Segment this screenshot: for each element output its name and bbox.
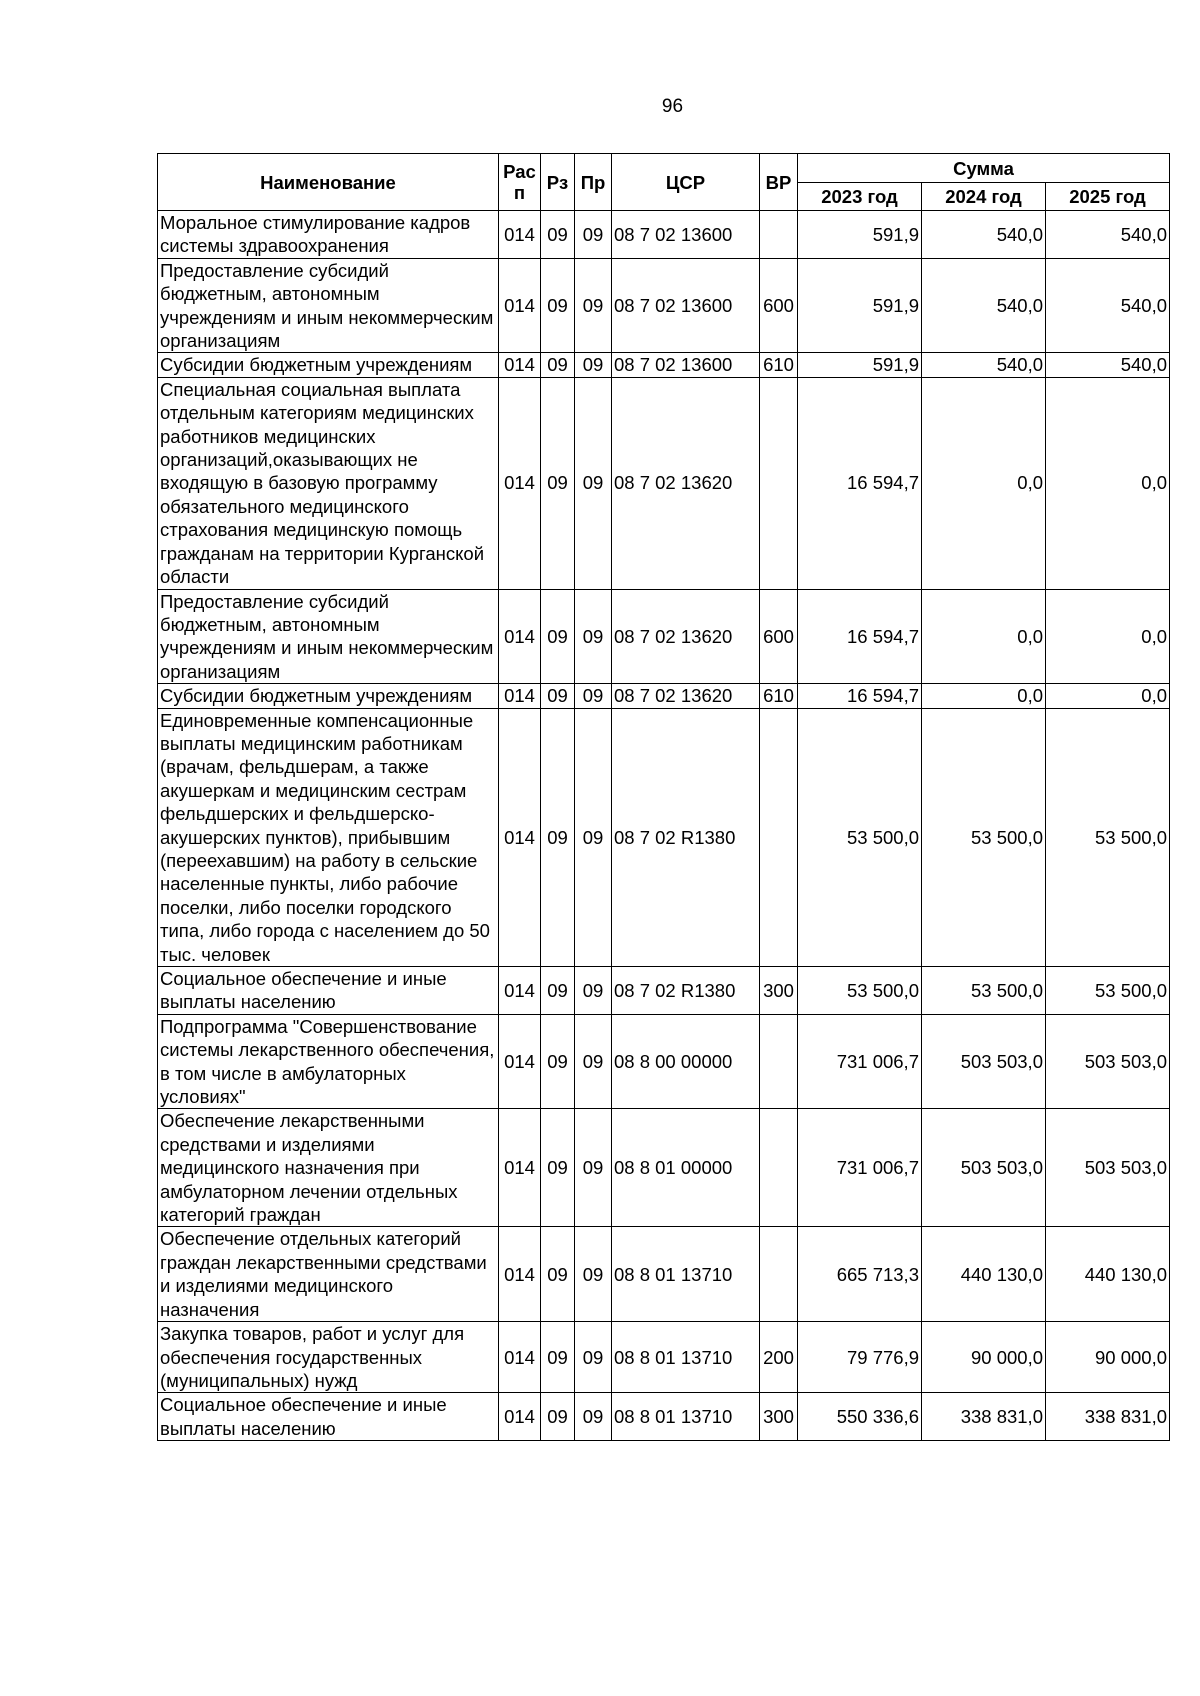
row-amount-2024: 90 000,0 xyxy=(922,1322,1046,1393)
row-amount-2025: 440 130,0 xyxy=(1046,1227,1170,1322)
row-vr: 300 xyxy=(760,967,798,1015)
row-amount-2024: 540,0 xyxy=(922,353,1046,377)
row-pr: 09 xyxy=(575,1227,612,1322)
row-csr: 08 8 01 13710 xyxy=(612,1322,760,1393)
row-csr: 08 7 02 13600 xyxy=(612,353,760,377)
row-pr: 09 xyxy=(575,258,612,353)
row-name: Социальное обеспечение и иные выплаты населению xyxy=(158,1393,499,1441)
table-row xyxy=(158,1393,1170,1441)
table-row xyxy=(158,1109,1170,1227)
row-name: Субсидии бюджетным учреждениям xyxy=(158,353,499,377)
row-vr: 300 xyxy=(760,1393,798,1441)
table-row xyxy=(158,258,1170,353)
row-csr: 08 7 02 13620 xyxy=(612,684,760,708)
table-row xyxy=(158,708,1170,966)
row-rz: 09 xyxy=(541,211,575,259)
row-rz: 09 xyxy=(541,708,575,966)
row-name: Специальная социальная выплата отдельным категориям медицинских работников медицинских организаций,оказывающих не входящую в базовую программу обязательного медицинского страхования медицинскую помощь гражданам на территории Курганской области xyxy=(158,377,499,589)
row-rz: 09 xyxy=(541,684,575,708)
row-csr: 08 7 02 R1380 xyxy=(612,967,760,1015)
row-rz: 09 xyxy=(541,1322,575,1393)
row-name: Моральное стимулирование кадров системы здравоохранения xyxy=(158,211,499,259)
header-name: Наименование xyxy=(158,154,499,211)
row-amount-2024: 0,0 xyxy=(922,684,1046,708)
row-amount-2025: 90 000,0 xyxy=(1046,1322,1170,1393)
table-row xyxy=(158,377,1170,589)
row-rasp: 014 xyxy=(499,967,541,1015)
row-pr: 09 xyxy=(575,1109,612,1227)
row-rasp: 014 xyxy=(499,1227,541,1322)
row-amount-2023: 53 500,0 xyxy=(798,708,922,966)
row-rz: 09 xyxy=(541,353,575,377)
table-row xyxy=(158,211,1170,259)
row-rz: 09 xyxy=(541,1227,575,1322)
row-rasp: 014 xyxy=(499,1109,541,1227)
row-amount-2025: 540,0 xyxy=(1046,211,1170,259)
row-rz: 09 xyxy=(541,258,575,353)
header-rz: Рз xyxy=(541,154,575,211)
header-csr: ЦСР xyxy=(612,154,760,211)
table-row xyxy=(158,967,1170,1015)
row-amount-2024: 338 831,0 xyxy=(922,1393,1046,1441)
row-csr: 08 8 01 13710 xyxy=(612,1227,760,1322)
row-pr: 09 xyxy=(575,377,612,589)
row-name: Субсидии бюджетным учреждениям xyxy=(158,684,499,708)
row-amount-2024: 0,0 xyxy=(922,377,1046,589)
row-amount-2023: 79 776,9 xyxy=(798,1322,922,1393)
header-row xyxy=(158,154,1170,183)
row-amount-2023: 16 594,7 xyxy=(798,589,922,684)
row-csr: 08 8 01 13710 xyxy=(612,1393,760,1441)
row-name: Единовременные компенсационные выплаты медицинским работникам (врачам, фельдшерам, а также акушеркам и медицинским сестрам фельдшерских и фельдшерско-акушерских пунктов), прибывшим (переехавшим) на работу в сельские населенные пункты, либо рабочие поселки, либо поселки городского типа, либо города с населением до 50 тыс. человек xyxy=(158,708,499,966)
row-amount-2023: 591,9 xyxy=(798,258,922,353)
header-year-2024: 2024 год xyxy=(922,183,1046,211)
header-rasp: Рас п xyxy=(499,154,541,211)
row-rasp: 014 xyxy=(499,1014,541,1109)
row-vr xyxy=(760,1109,798,1227)
header-year-2023: 2023 год xyxy=(798,183,922,211)
table-row xyxy=(158,1014,1170,1109)
row-rasp: 014 xyxy=(499,1393,541,1441)
table-row xyxy=(158,684,1170,708)
row-amount-2024: 53 500,0 xyxy=(922,708,1046,966)
row-rz: 09 xyxy=(541,1393,575,1441)
row-csr: 08 7 02 13600 xyxy=(612,211,760,259)
row-amount-2024: 503 503,0 xyxy=(922,1014,1046,1109)
row-rasp: 014 xyxy=(499,258,541,353)
row-vr xyxy=(760,1014,798,1109)
row-pr: 09 xyxy=(575,684,612,708)
row-pr: 09 xyxy=(575,589,612,684)
row-rz: 09 xyxy=(541,1109,575,1227)
row-amount-2025: 540,0 xyxy=(1046,353,1170,377)
row-amount-2023: 731 006,7 xyxy=(798,1109,922,1227)
header-year-2025: 2025 год xyxy=(1046,183,1170,211)
row-rasp: 014 xyxy=(499,708,541,966)
row-csr: 08 8 01 00000 xyxy=(612,1109,760,1227)
row-amount-2025: 53 500,0 xyxy=(1046,708,1170,966)
row-pr: 09 xyxy=(575,1014,612,1109)
row-amount-2023: 591,9 xyxy=(798,353,922,377)
row-rasp: 014 xyxy=(499,211,541,259)
row-amount-2023: 550 336,6 xyxy=(798,1393,922,1441)
row-rz: 09 xyxy=(541,589,575,684)
row-amount-2025: 0,0 xyxy=(1046,589,1170,684)
row-amount-2025: 338 831,0 xyxy=(1046,1393,1170,1441)
row-name: Предоставление субсидий бюджетным, автономным учреждениям и иным некоммерческим организациям xyxy=(158,589,499,684)
header-pr: Пр xyxy=(575,154,612,211)
row-amount-2024: 540,0 xyxy=(922,211,1046,259)
row-csr: 08 8 00 00000 xyxy=(612,1014,760,1109)
row-csr: 08 7 02 13620 xyxy=(612,377,760,589)
row-name: Предоставление субсидий бюджетным, автономным учреждениям и иным некоммерческим организациям xyxy=(158,258,499,353)
row-amount-2024: 0,0 xyxy=(922,589,1046,684)
row-amount-2023: 53 500,0 xyxy=(798,967,922,1015)
row-amount-2025: 0,0 xyxy=(1046,684,1170,708)
row-amount-2024: 540,0 xyxy=(922,258,1046,353)
row-name: Обеспечение лекарственными средствами и изделиями медицинского назначения при амбулаторном лечении отдельных категорий граждан xyxy=(158,1109,499,1227)
row-name: Социальное обеспечение и иные выплаты населению xyxy=(158,967,499,1015)
row-vr: 200 xyxy=(760,1322,798,1393)
row-vr: 610 xyxy=(760,353,798,377)
row-vr: 600 xyxy=(760,258,798,353)
row-amount-2025: 540,0 xyxy=(1046,258,1170,353)
row-amount-2023: 16 594,7 xyxy=(798,377,922,589)
row-amount-2023: 591,9 xyxy=(798,211,922,259)
table-body xyxy=(158,211,1170,1441)
row-vr xyxy=(760,377,798,589)
row-rz: 09 xyxy=(541,967,575,1015)
row-amount-2024: 53 500,0 xyxy=(922,967,1046,1015)
table-row xyxy=(158,1322,1170,1393)
row-rasp: 014 xyxy=(499,353,541,377)
row-amount-2024: 440 130,0 xyxy=(922,1227,1046,1322)
row-name: Подпрограмма "Совершенствование системы лекарственного обеспечения, в том числе в амбулаторных условиях" xyxy=(158,1014,499,1109)
row-vr: 600 xyxy=(760,589,798,684)
row-amount-2023: 16 594,7 xyxy=(798,684,922,708)
row-pr: 09 xyxy=(575,1393,612,1441)
row-pr: 09 xyxy=(575,708,612,966)
row-pr: 09 xyxy=(575,1322,612,1393)
row-rasp: 014 xyxy=(499,589,541,684)
row-amount-2025: 503 503,0 xyxy=(1046,1109,1170,1227)
row-rasp: 014 xyxy=(499,1322,541,1393)
row-pr: 09 xyxy=(575,211,612,259)
row-amount-2025: 0,0 xyxy=(1046,377,1170,589)
row-amount-2023: 665 713,3 xyxy=(798,1227,922,1322)
table-row xyxy=(158,1227,1170,1322)
row-rasp: 014 xyxy=(499,684,541,708)
row-csr: 08 7 02 13600 xyxy=(612,258,760,353)
row-vr xyxy=(760,211,798,259)
row-rz: 09 xyxy=(541,377,575,589)
row-rz: 09 xyxy=(541,1014,575,1109)
row-rasp: 014 xyxy=(499,377,541,589)
header-sum: Сумма xyxy=(798,154,1170,183)
page-number: 96 xyxy=(661,96,684,117)
row-name: Обеспечение отдельных категорий граждан лекарственными средствами и изделиями медицинского назначения xyxy=(158,1227,499,1322)
row-csr: 08 7 02 R1380 xyxy=(612,708,760,966)
row-vr xyxy=(760,708,798,966)
row-pr: 09 xyxy=(575,353,612,377)
row-name: Закупка товаров, работ и услуг для обеспечения государственных (муниципальных) нужд xyxy=(158,1322,499,1393)
row-pr: 09 xyxy=(575,967,612,1015)
row-amount-2025: 53 500,0 xyxy=(1046,967,1170,1015)
table-row xyxy=(158,589,1170,684)
budget-table xyxy=(157,153,1170,1441)
row-vr: 610 xyxy=(760,684,798,708)
row-vr xyxy=(760,1227,798,1322)
row-amount-2025: 503 503,0 xyxy=(1046,1014,1170,1109)
table-row xyxy=(158,353,1170,377)
header-vr: ВР xyxy=(760,154,798,211)
row-csr: 08 7 02 13620 xyxy=(612,589,760,684)
row-amount-2023: 731 006,7 xyxy=(798,1014,922,1109)
row-amount-2024: 503 503,0 xyxy=(922,1109,1046,1227)
